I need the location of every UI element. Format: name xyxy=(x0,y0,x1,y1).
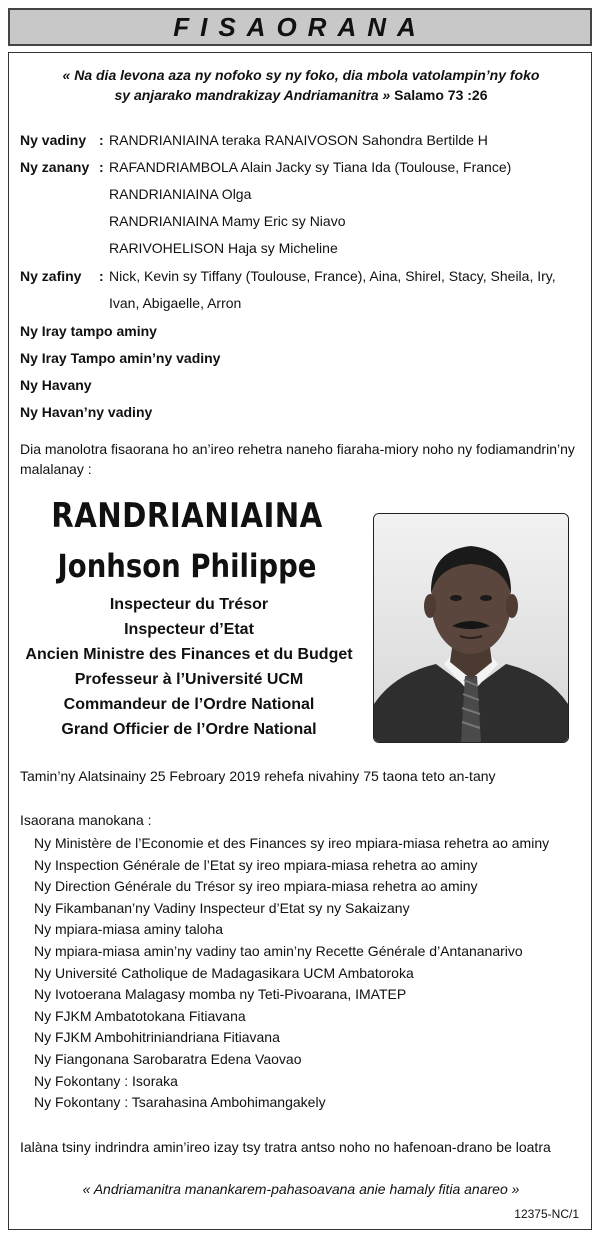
family-other: Ny Iray tampo aminy xyxy=(20,323,157,339)
portrait-photo xyxy=(373,513,569,743)
intro-paragraph xyxy=(20,439,585,479)
deceased-title: Inspecteur d’Etat xyxy=(124,621,254,638)
list-item: Ny Inspection Générale de l’Etat sy ireo mpiara-miasa rehetra ao aminy xyxy=(34,856,478,873)
header-title: FISAORANA xyxy=(173,11,427,42)
deceased-titles xyxy=(19,592,359,742)
list-item: Ny mpiara-miasa amin’ny vadiny tao amin’ny Recette Générale d’Antananarivo xyxy=(34,942,523,959)
notice-body xyxy=(8,52,592,1230)
deceased-title: Professeur à l’Université UCM xyxy=(74,671,304,688)
intro-line-2: malalanay : xyxy=(20,461,92,477)
vadiny-label: Ny vadiny xyxy=(20,132,87,148)
verse-reference: Salamo 73 :26 xyxy=(394,87,488,103)
list-item: Ny Direction Générale du Trésor sy ireo mpiara-miasa rehetra ao aminy xyxy=(34,878,478,895)
deceased-title: Commandeur de l’Ordre National xyxy=(63,696,315,713)
deceased-title: Ancien Ministre des Finances et du Budget xyxy=(25,646,353,663)
deceased-title: Grand Officier de l’Ordre National xyxy=(61,721,317,738)
list-item: Ny Fokontany : Tsarahasina Ambohimangakely xyxy=(34,1094,326,1111)
zanany-value: RANDRIANIAINA Olga xyxy=(109,186,252,202)
zanany-value: RARIVOHELISON Haja sy Micheline xyxy=(109,240,338,256)
verse-line-1: « Na dia levona aza ny nofoko sy ny foko, dia mbola vatolampin’ny foko xyxy=(62,67,540,83)
deceased-given-names: Jonhson Philippe xyxy=(57,547,317,585)
apology-text: Ialàna tsiny indrindra amin’ireo izay tsy tratra antso noho no hafenoan-drano be loatra xyxy=(20,1139,551,1155)
special-thanks-heading: Isaorana manokana : xyxy=(20,812,152,828)
list-item: Ny Fokontany : Isoraka xyxy=(34,1072,178,1089)
portrait-image xyxy=(374,514,568,742)
list-item: Ny Ivotoerana Malagasy momba ny Teti-Pivoarana, IMATEP xyxy=(34,986,407,1003)
zafiny-value: Nick, Kevin sy Tiffany (Toulouse, France), Aina, Shirel, Stacy, Sheila, Iry, xyxy=(109,268,556,284)
zanany-value: RANDRIANIAINA Mamy Eric sy Niavo xyxy=(109,213,346,229)
intro-line-1: Dia manolotra fisaorana ho an’ireo rehetra naneho fiaraha-miory noho ny fodiamandrin’ny xyxy=(20,441,575,457)
deceased-surname: RANDRIANIAINA xyxy=(51,496,323,536)
family-other: Ny Havany xyxy=(20,377,92,393)
header-banner xyxy=(8,8,592,46)
list-item: Ny mpiara-miasa aminy taloha xyxy=(34,921,224,938)
closing-blessing: « Andriamanitra manankarem-pahasoavana anie hamaly fitia anareo » xyxy=(82,1181,520,1197)
zafiny-colon: : xyxy=(99,268,104,284)
death-notice: Tamin’ny Alatsinainy 25 Febroary 2019 rehefa nivahiny 75 taona teto an-tany xyxy=(20,768,496,784)
verse-line-2 xyxy=(29,85,573,105)
zafiny-label: Ny zafiny xyxy=(20,268,82,284)
notice-frame xyxy=(8,8,592,1230)
list-item: Ny Université Catholique de Madagasikara UCM Ambatoroka xyxy=(34,964,414,981)
family-other: Ny Iray Tampo amin’ny vadiny xyxy=(20,350,221,366)
vadiny-value: RANDRIANIAINA teraka RANAIVOSON Sahondra Bertilde H xyxy=(109,132,488,148)
special-thanks-list xyxy=(34,833,549,1114)
list-item: Ny Ministère de l’Economie et des Finances sy ireo mpiara-miasa rehetra ao aminy xyxy=(34,835,550,851)
list-item: Ny Fikambanan’ny Vadiny Inspecteur d’Etat sy ny Sakaizany xyxy=(34,899,410,916)
deceased-title: Inspecteur du Trésor xyxy=(109,596,269,613)
zanany-value: RAFANDRIAMBOLA Alain Jacky sy Tiana Ida (Toulouse, France) xyxy=(109,159,512,175)
zafiny-value: Ivan, Abigaelle, Arron xyxy=(109,295,242,311)
reference-code: 12375-NC/1 xyxy=(514,1207,579,1221)
verse-line-2-text: sy anjarako mandrakizay Andriamanitra » xyxy=(114,87,391,103)
family-other: Ny Havan’ny vadiny xyxy=(20,404,153,420)
vadiny-colon: : xyxy=(99,132,104,148)
bible-verse xyxy=(29,65,573,105)
list-item: Ny FJKM Ambohitriniandriana Fitiavana xyxy=(34,1029,280,1046)
zanany-label: Ny zanany xyxy=(20,159,90,175)
zanany-colon: : xyxy=(99,159,104,175)
list-item: Ny FJKM Ambatotokana Fitiavana xyxy=(34,1007,246,1024)
list-item: Ny Fiangonana Sarobaratra Edena Vaovao xyxy=(34,1050,302,1067)
